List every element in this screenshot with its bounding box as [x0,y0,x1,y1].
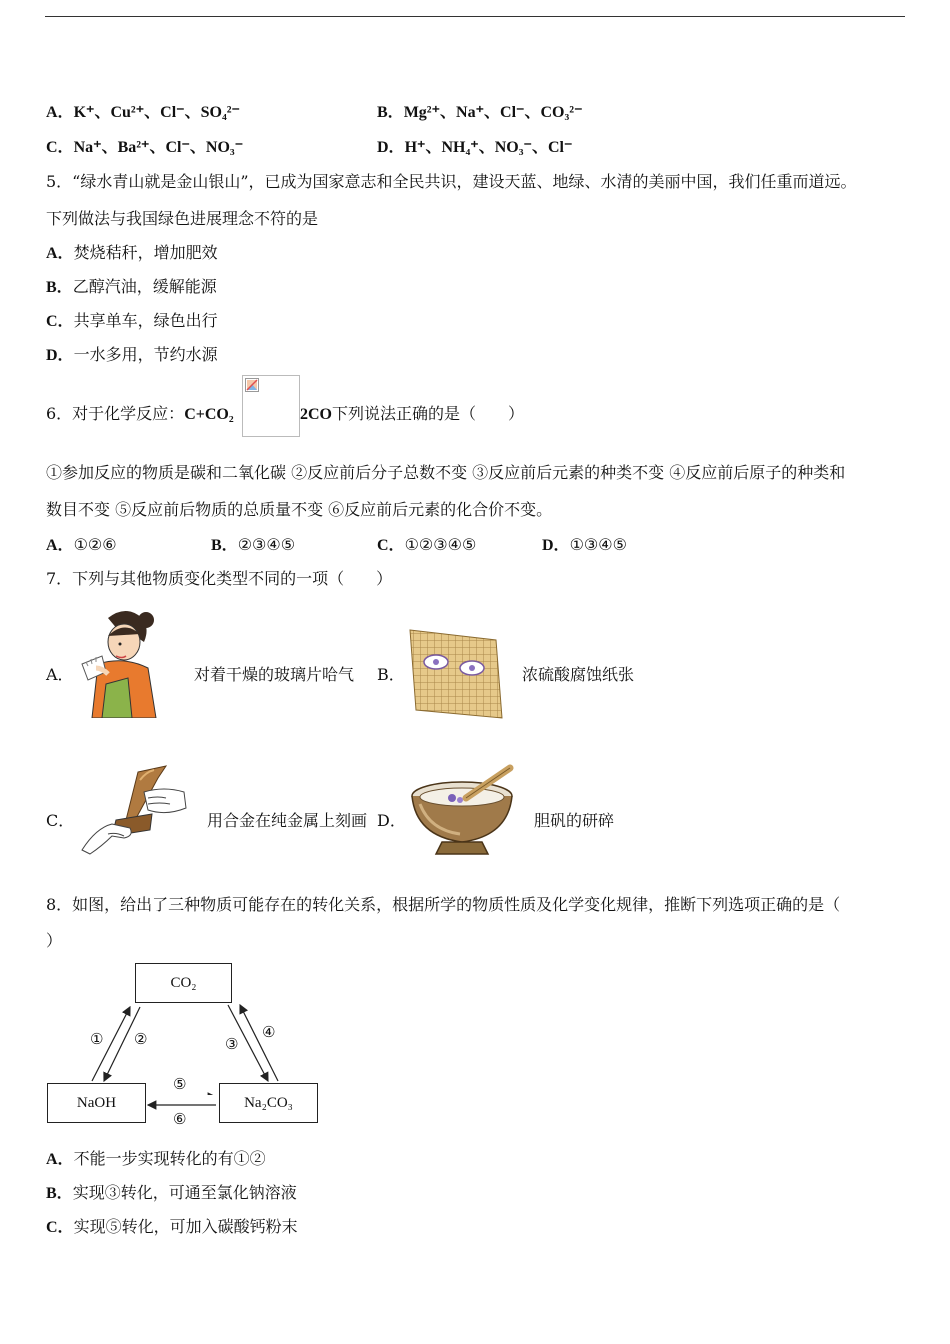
q6-statements-line2: 数目不变 ⑤反应前后物质的总质量不变 ⑥反应前后元素的化合价不变。 [46,500,553,519]
co2-label: CO₂ [170,975,197,991]
option-label: A． [46,245,74,262]
q6-option-c[interactable] [377,535,476,556]
option-label: C． [46,1219,74,1236]
option-label: C． [46,313,74,330]
option-label: B． [211,537,238,554]
q6-option-d[interactable] [542,535,627,556]
ion-list: H⁺、NH₄⁺、NO₃⁻、Cl⁻ [404,139,573,156]
q8-stem-line1: 8．如图，给出了三种物质可能存在的转化关系，根据所学的物质性质及化学变化规律，推断下列选项正确的是（ [46,895,841,914]
arrow-2-label: ② [134,1030,148,1048]
q7-option-b-label[interactable]: B． [377,665,405,684]
q6-option-a[interactable] [46,535,117,556]
reactants: C+CO₂ [184,406,234,423]
q5-stem-line2: 下列做法与我国绿色进展理念不符的是 [46,209,319,228]
naoh-label: NaOH [76,1095,117,1111]
arrow-5-label: ⑤ [173,1075,187,1093]
option-text: 焚烧秸秆，增加肥效 [73,243,218,262]
header-rule [45,16,905,17]
mortar-and-pestle-illustration [406,764,518,860]
q5-option-a[interactable] [46,243,218,264]
q4-option-c[interactable] [46,137,243,158]
option-label: B． [46,279,73,296]
q8-option-b[interactable] [46,1183,297,1204]
q7-option-d-text: 胆矾的研碎 [534,811,615,830]
q8-stem-line2: ） [46,931,63,950]
q6-option-b[interactable] [211,535,295,556]
arrow-4-label: ④ [262,1023,276,1041]
q7-option-b-text: 浓硫酸腐蚀纸张 [522,665,635,684]
option-text: 乙醇汽油，缓解能源 [72,277,217,296]
q4-option-a[interactable] [46,102,240,123]
q8-option-c[interactable] [46,1217,298,1238]
arrow-3-label: ③ [225,1035,239,1053]
q5-option-d[interactable] [46,345,218,366]
option-text: 不能一步实现转化的有①② [73,1149,266,1168]
product: 2CO [300,406,332,423]
option-text: 实现⑤转化，可加入碳酸钙粉末 [73,1217,298,1236]
q7-option-a-text: 对着干燥的玻璃片哈气 [194,665,355,684]
q6-statements-line1: ①参加反应的物质是碳和二氧化碳 ②反应前后分子总数不变 ③反应前后元素的种类不变 ④反应前后原子的种类和 [46,463,846,482]
girl-breathing-on-glass-illustration [76,606,162,718]
option-text: ②③④⑤ [237,535,296,554]
reaction-condition-image-placeholder [242,375,300,437]
option-text: ①②⑥ [73,535,117,554]
ion-list: Mg²⁺、Na⁺、Cl⁻、CO₃²⁻ [403,104,583,121]
scratching-metal-illustration [78,764,188,858]
q7-option-c-text: 用合金在纯金属上刻画 [207,811,368,830]
q6-stem-prefix [46,404,234,425]
arrow-6-label: ⑥ [173,1110,187,1128]
corroded-paper-illustration [406,626,504,720]
q7-option-d-label[interactable]: D． [377,811,406,830]
broken-image-icon [245,378,259,392]
q5-option-c[interactable] [46,311,218,332]
option-text: ①②③④⑤ [404,535,477,554]
q7-option-c-label[interactable]: C． [46,811,75,830]
q4-option-d[interactable] [377,137,572,158]
q7-stem: 7．下列与其他物质变化类型不同的一项（ ） [46,569,393,588]
option-label: D． [377,139,405,156]
arrow-1-label: ① [90,1030,104,1048]
option-label: A． [46,1151,74,1168]
ion-list: Na⁺、Ba²⁺、Cl⁻、NO₃⁻ [73,139,244,156]
q8-option-a[interactable] [46,1149,266,1170]
option-label: D． [46,347,74,364]
stem-text: 6．对于化学反应： [46,404,185,423]
option-label: D． [542,537,570,554]
na2co3-label: Na₂CO₃ [244,1095,293,1111]
option-label: A． [46,537,74,554]
option-text: 一水多用，节约水源 [73,345,218,364]
option-label: C． [46,139,74,156]
q6-stem-suffix [300,404,524,425]
arrow-4 [240,1005,278,1081]
q7-option-a-label[interactable]: A． [46,665,74,684]
q4-option-b[interactable] [377,102,583,123]
q5-stem-line1: 5．“绿水青山就是金山银山”，已成为国家意志和全民共识，建设天蓝、地绿、水清的美丽中国，我们任重而道远。 [46,172,857,191]
ion-list: K⁺、Cu²⁺、Cl⁻、SO₄²⁻ [73,104,240,121]
option-text: 共享单车，绿色出行 [73,311,218,330]
option-label: B． [46,1185,73,1202]
option-text: 实现③转化，可通至氯化钠溶液 [72,1183,297,1202]
stem-text: 下列说法正确的是（ ） [332,404,525,423]
option-label: C． [377,537,405,554]
option-label: A． [46,104,74,121]
q5-option-b[interactable] [46,277,217,298]
option-label: B． [377,104,404,121]
option-text: ①③④⑤ [569,535,627,554]
